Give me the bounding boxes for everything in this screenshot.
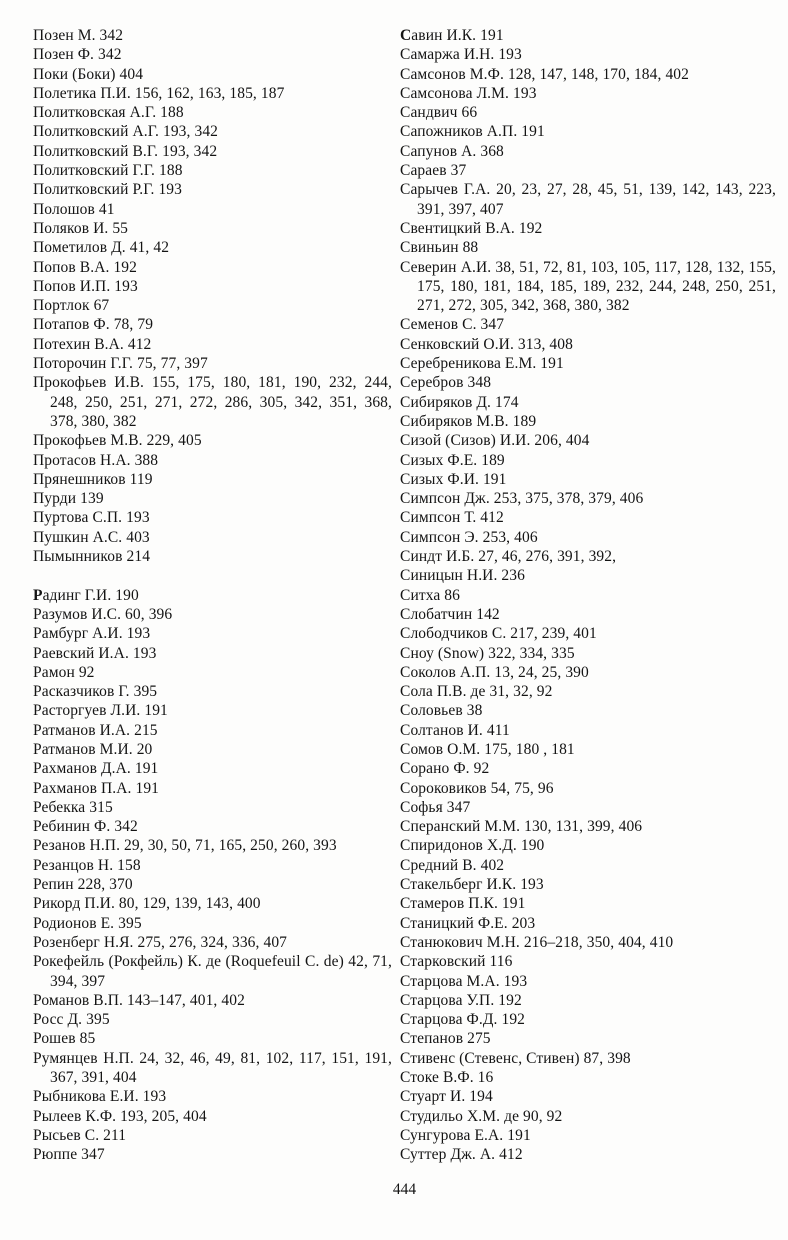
index-entry: Рахманов П.А. 191 [33, 779, 160, 797]
index-entry: Росс Д. 395 [33, 1011, 110, 1029]
index-entry: Пометилов Д. 41, 42 [33, 239, 170, 257]
index-column-right [400, 26, 776, 1165]
index-entry: Стивенс (Стевенс, Стивен) 87, 398 [400, 1049, 631, 1067]
section-initial-letter: С [400, 27, 412, 44]
index-entry: Расказчиков Г. 395 [33, 683, 158, 701]
index-entry: Радинг Г.И. 190 [33, 586, 139, 604]
index-entry: Позен М. 342 [33, 27, 124, 44]
index-entry: Рошев 85 [33, 1030, 96, 1048]
index-entry: Станюкович М.Н. 216–218, 350, 404, 410 [400, 933, 674, 951]
index-entry: Самсонов М.Ф. 128, 147, 148, 170, 184, 402 [400, 65, 689, 83]
index-entry: Романов В.П. 143–147, 401, 402 [33, 991, 245, 1009]
index-entry: Старковский 116 [400, 953, 513, 971]
index-entry: Свиньин 88 [400, 239, 479, 257]
index-entry: Серебреникова Е.М. 191 [400, 355, 564, 373]
index-entry: Протасов Н.А. 388 [33, 451, 159, 469]
index-entry: Самаржа И.Н. 193 [400, 46, 522, 64]
index-entry: Рюппе 347 [33, 1146, 105, 1164]
index-entry: Пурди 139 [33, 490, 104, 508]
index-entry: Рамбург А.И. 193 [33, 625, 151, 643]
index-entry: Политковский Г.Г. 188 [33, 162, 183, 180]
index-entry: Сибиряков Д. 174 [400, 393, 519, 411]
index-entry: Старцова Ф.Д. 192 [400, 1011, 526, 1029]
index-entry: Симпсон Дж. 253, 375, 378, 379, 406 [400, 490, 644, 508]
index-entry: Политковский Р.Г. 193 [33, 181, 183, 199]
index-entry: Пуртова С.П. 193 [33, 509, 150, 527]
index-entry: Синдт И.Б. 27, 46, 276, 391, 392, [400, 548, 617, 566]
index-entry: Сунгурова Е.А. 191 [400, 1126, 531, 1144]
index-entry: Станицкий Ф.Е. 203 [400, 914, 536, 932]
index-entry: Поторочин Г.Г. 75, 77, 397 [33, 355, 208, 373]
index-entry: Сапунов А. 368 [400, 142, 504, 160]
page-number: 444 [392, 1180, 417, 1198]
index-entry: Соколов А.П. 13, 24, 25, 390 [400, 663, 589, 681]
index-entry: Симпсон Т. 412 [400, 509, 504, 527]
index-entry: Рылеев К.Ф. 193, 205, 404 [33, 1107, 207, 1125]
index-entry: Сибиряков М.В. 189 [400, 412, 537, 430]
index-entry: Серебров 348 [400, 374, 492, 392]
index-entry: Савин И.К. 191 [400, 27, 504, 44]
index-entry: Сенковский О.И. 313, 408 [400, 335, 573, 353]
index-entry: Семенов С. 347 [400, 316, 505, 334]
index-entry: Стакельберг И.К. 193 [400, 876, 544, 894]
index-entry: Сноу (Snow) 322, 334, 335 [400, 644, 575, 662]
index-entry: Степанов 275 [400, 1030, 491, 1048]
index-entry: Сизых Ф.Е. 189 [400, 451, 505, 469]
index-entry: Рысьев С. 211 [33, 1126, 127, 1144]
index-entry: Ратманов М.И. 20 [33, 740, 153, 758]
index-entry: Симпсон Э. 253, 406 [400, 528, 538, 546]
index-entry: Сомов О.М. 175, 180 , 181 [400, 740, 575, 758]
index-entry: Политковский В.Г. 193, 342 [33, 142, 218, 160]
index-entry: Расторгуев Л.И. 191 [33, 702, 168, 720]
index-entry: Самсонова Л.М. 193 [400, 84, 537, 102]
index-entry: Ситха 86 [400, 586, 461, 604]
index-entry: Портлок 67 [33, 297, 110, 315]
index-column-left [33, 26, 392, 1165]
index-entry: Синицын Н.И. 236 [400, 567, 525, 585]
section-initial-letter: Р [33, 586, 43, 604]
index-columns [33, 26, 776, 1165]
index-entry: Свентицкий В.А. 192 [400, 219, 543, 237]
index-entry: Ребинин Ф. 342 [33, 818, 138, 836]
index-entry: Слобатчин 142 [400, 605, 500, 623]
index-entry: Сизой (Сизов) И.И. 206, 404 [400, 432, 590, 450]
index-entry: Стамеров П.К. 191 [400, 895, 526, 913]
index-entry: Рахманов Д.А. 191 [33, 760, 159, 778]
index-entry: Северин А.И. 38, 51, 72, 81, 103, 105, 117, 128, 132, 155, 175, 180, 181, 184, 185, 189, 232, 244, 248, 250, 251, 271, 272, 305, 342, 368, 380, 382 [400, 258, 776, 315]
index-entry: Потехин В.А. 412 [33, 335, 152, 353]
index-entry: Стоке В.Ф. 16 [400, 1069, 494, 1087]
index-entry: Сандвич 66 [400, 104, 478, 122]
index-entry: Спиридонов Х.Д. 190 [400, 837, 545, 855]
index-entry: Солтанов И. 411 [400, 721, 510, 739]
index-entry: Прокофьев И.В. 155, 175, 180, 181, 190, 232, 244, 248, 250, 251, 271, 272, 286, 305, 342, 351, 368, 378, 380, 382 [33, 374, 392, 430]
index-entry: Сола П.В. де 31, 32, 92 [400, 683, 553, 701]
index-entry: Старцова М.А. 193 [400, 972, 528, 990]
index-entry: Рикорд П.И. 80, 129, 139, 143, 400 [33, 895, 261, 913]
index-entry: Софья 347 [400, 798, 471, 816]
index-entry: Сорано Ф. 92 [400, 760, 490, 778]
index-entry: Суттер Дж. А. 412 [400, 1146, 523, 1164]
index-entry: Раевский И.А. 193 [33, 644, 157, 662]
index-entry: Стуарт И. 194 [400, 1088, 493, 1106]
index-entry: Рокефейль (Рокфейль) К. де (Roquefeuil С. de) 42, 71, 394, 397 [33, 953, 392, 990]
index-entry: Сперанский М.М. 130, 131, 399, 406 [400, 818, 643, 836]
index-entry: Родионов Е. 395 [33, 914, 142, 932]
index-entry: Слободчиков С. 217, 239, 401 [400, 625, 597, 643]
index-entry: Политковский А.Г. 193, 342 [33, 123, 219, 141]
index-entry: Рамон 92 [33, 663, 95, 681]
index-entry: Попов В.А. 192 [33, 258, 137, 276]
index-entry: Прокофьев М.В. 229, 405 [33, 432, 202, 450]
index-entry: Резанцов Н. 158 [33, 856, 141, 874]
index-entry: Сизых Ф.И. 191 [400, 470, 507, 488]
index-entry: Полошов 41 [33, 200, 115, 218]
index-entry: Студильо Х.М. де 90, 92 [400, 1107, 563, 1125]
index-entry: Поки (Боки) 404 [33, 65, 144, 83]
index-entry: Сороковиков 54, 75, 96 [400, 779, 554, 797]
index-entry: Сараев 37 [400, 162, 467, 180]
index-entry: Попов И.П. 193 [33, 277, 138, 295]
index-entry: Соловьев 38 [400, 702, 483, 720]
index-entry: Ребекка 315 [33, 798, 113, 816]
index-entry: Пымынников 214 [33, 548, 151, 566]
index-entry: Позен Ф. 342 [33, 46, 122, 64]
index-entry: Средний В. 402 [400, 856, 505, 874]
index-entry: Ратманов И.А. 215 [33, 721, 158, 739]
index-entry: Старцова У.П. 192 [400, 991, 522, 1009]
index-entry: Рыбникова Е.И. 193 [33, 1088, 167, 1106]
index-entry: Потапов Ф. 78, 79 [33, 316, 154, 334]
index-entry: Разумов И.С. 60, 396 [33, 605, 173, 623]
index-entry: Розенберг Н.Я. 275, 276, 324, 336, 407 [33, 933, 288, 951]
index-entry: Сапожников А.П. 191 [400, 123, 545, 141]
index-entry: Сарычев Г.А. 20, 23, 27, 28, 45, 51, 139, 142, 143, 223, 391, 397, 407 [400, 181, 776, 218]
index-entry: Прянешников 119 [33, 470, 153, 488]
index-entry: Румянцев Н.П. 24, 32, 46, 49, 81, 102, 117, 151, 191, 367, 391, 404 [33, 1049, 392, 1087]
index-entry: Пушкин А.С. 403 [33, 528, 150, 546]
index-entry: Политковская А.Г. 188 [33, 104, 184, 122]
index-entry: Резанов Н.П. 29, 30, 50, 71, 165, 250, 260, 393 [33, 837, 337, 855]
index-entry: Репин 228, 370 [33, 876, 133, 894]
index-entry: Полетика П.И. 156, 162, 163, 185, 187 [33, 84, 285, 102]
index-entry: Поляков И. 55 [33, 219, 129, 237]
